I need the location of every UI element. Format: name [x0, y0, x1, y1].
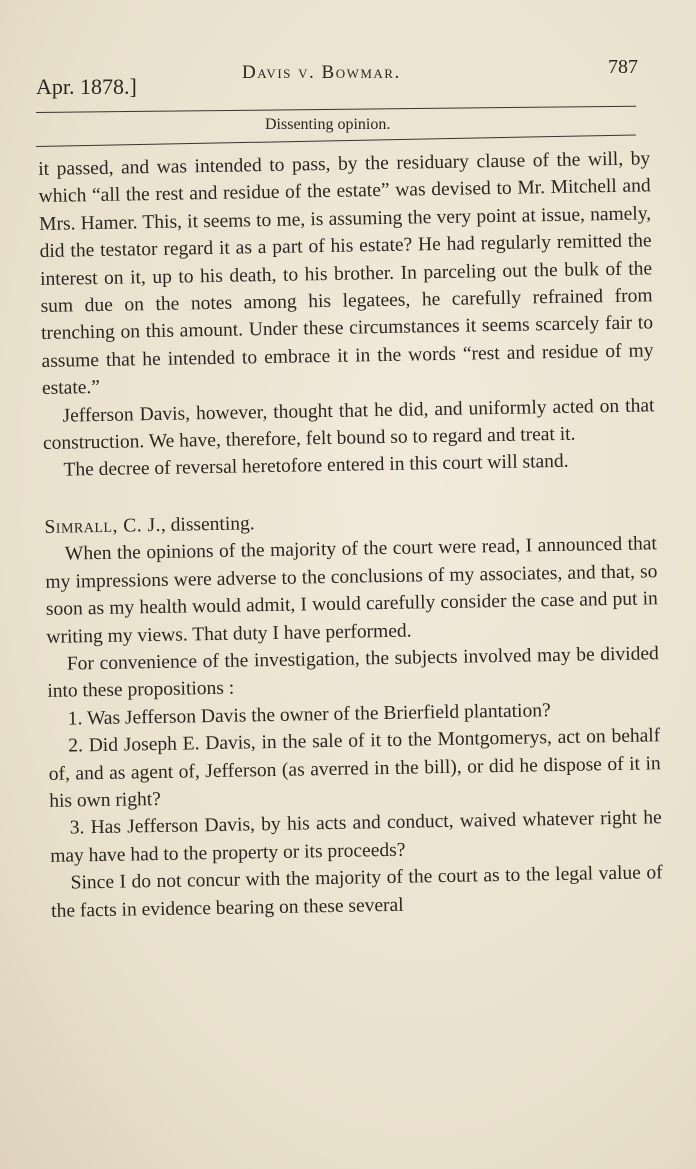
proposition-2: 2. Did Joseph E. Davis, in the sale of it to the Montgomerys, act on behalf of, and as agent of, Jefferson (as averred in the bill), or did he dispose of it in his own right? [48, 725, 661, 812]
header-date: Apr. 1878.] [36, 74, 137, 99]
running-header [36, 56, 646, 99]
proposition-3: 3. Has Jefferson Davis, by his acts and conduct, waived whatever right he may have had to the property or its proceeds? [50, 807, 662, 867]
dissent-author-suffix: , dissenting. [160, 513, 255, 536]
dissent-paragraph-concurrence: Since I do not concur with the majority of the court as to the legal value of the facts in evidence bearing on these several [50, 862, 663, 922]
paragraph-decree: The decree of reversal heretofore entered in this court will stand. [63, 451, 569, 482]
header-rule-bottom [36, 134, 636, 147]
paragraph-continuation: it passed, and was intended to pass, by the residuary clause of the will, by which “all the rest and residue of the estate” was devised to Mr. Mitchell and Mrs. Hamer. This, it seems to me, is assuming the very point at issue, namely, did the testator regard it as a part of his estate? He had regularly remitted the interest on it, up to his death, to his brother. In parceling out the bulk of the sum due on the notes among his legatees, he carefully refrained from trenching on this amount. Under these circumstances it seems scarcely fair to assume that he intended to embrace it in the words “rest and residue of my estate.” [38, 148, 654, 400]
dissent-paragraph-propositions: For convenience of the investigation, the subjects involved may be divided into these propositions : [47, 643, 659, 703]
proposition-1: 1. Was Jefferson Davis the owner of the Brierfield plantation? [67, 699, 551, 730]
dissent-author: Simrall, C. J. [44, 514, 162, 538]
dissent-paragraph-intro: When the opinions of the majority of the court were read, I announced that my impressions were adverse to the conclusions of my associates, and that, so soon as my health would admit, I would carefully consider the case and put in writing my views. That duty I have performed. [45, 533, 659, 648]
opinion-body [38, 145, 663, 925]
paragraph-davis-construction: Jefferson Davis, however, thought that he did, and uniformly acted on that construction. We have, therefore, felt bound so to regard and treat it. [42, 394, 655, 455]
header-case-title: Davis v. Bowmar. [242, 62, 401, 83]
header-page-number: 787 [608, 56, 638, 78]
header-rule-top [36, 106, 636, 113]
section-heading: Dissenting opinion. [265, 116, 391, 133]
